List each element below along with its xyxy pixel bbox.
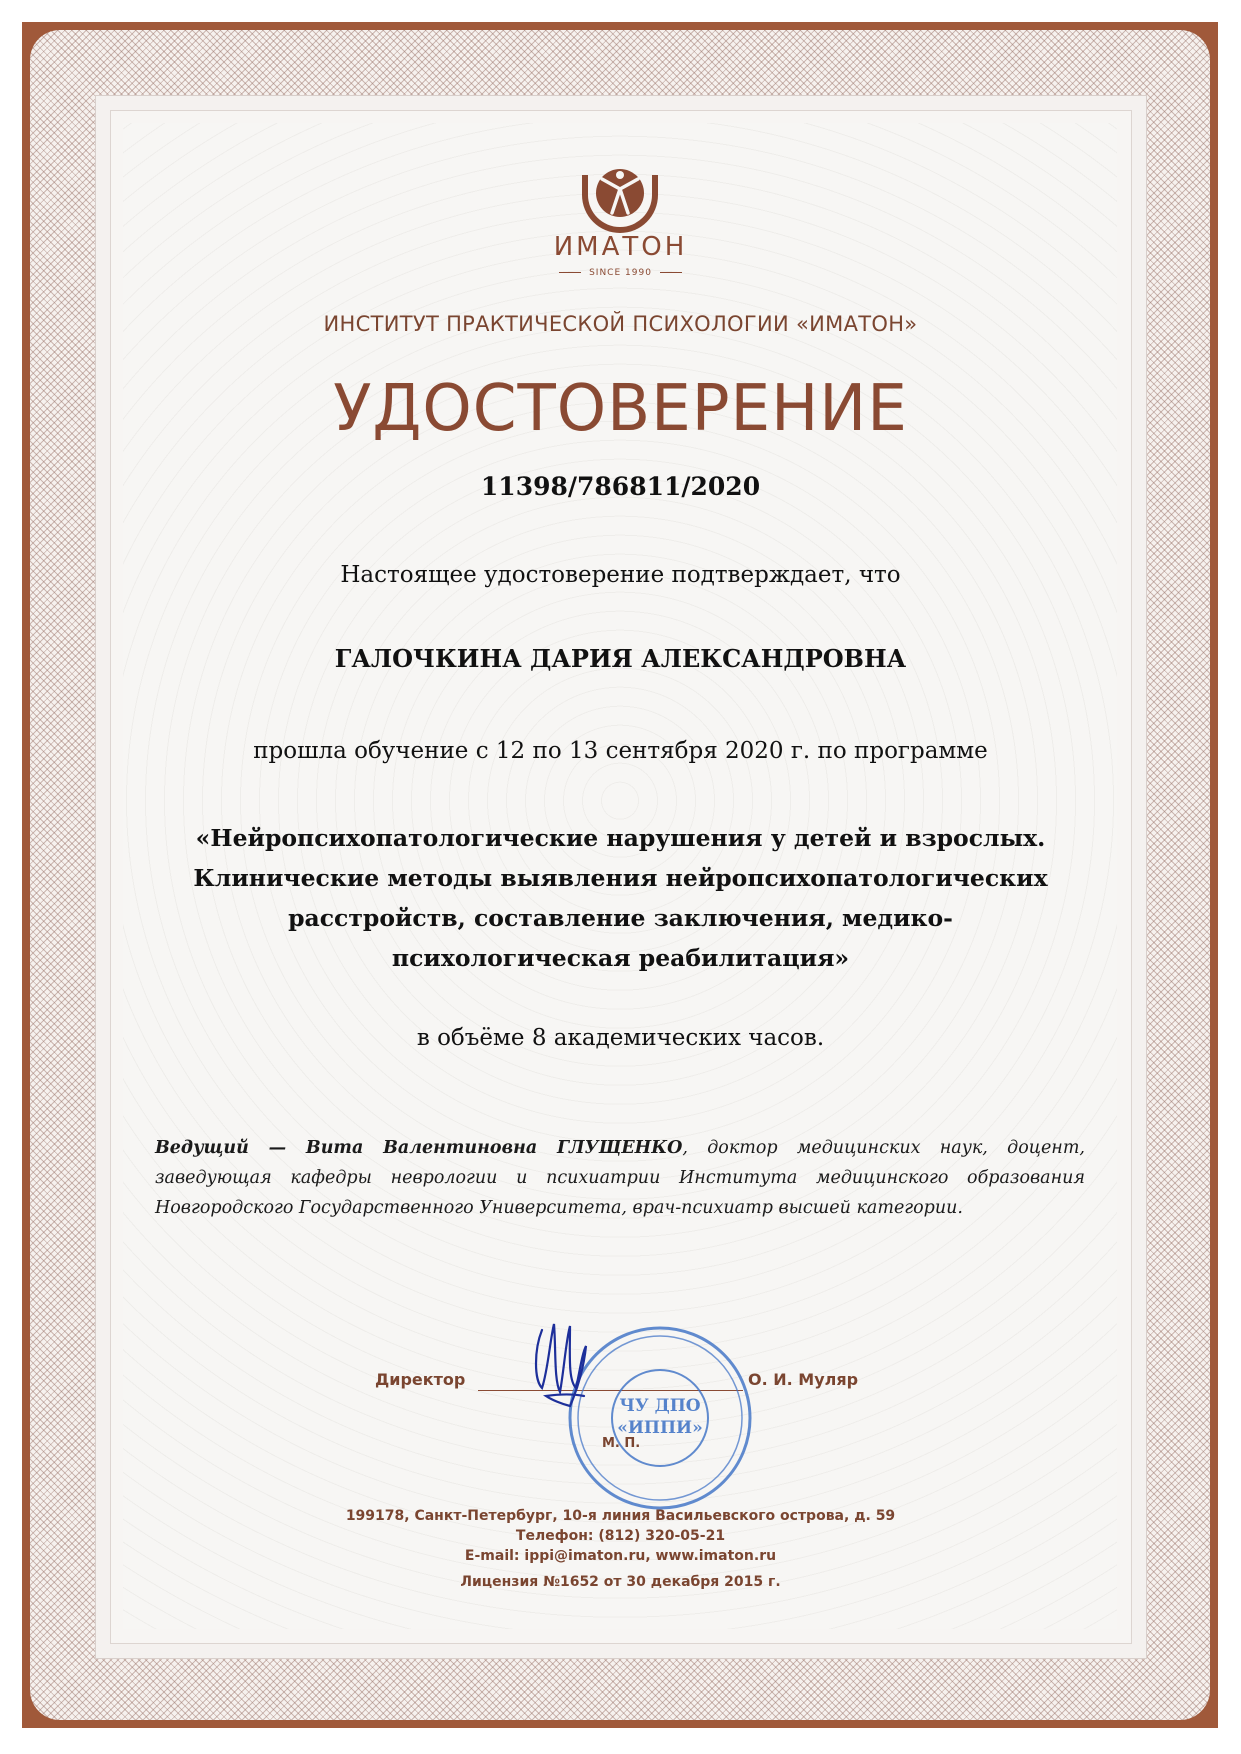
signature-scribble-icon	[520, 1310, 630, 1420]
footer-email-web: E-mail: ippi@imaton.ru, www.imaton.ru	[464, 1548, 777, 1564]
footer-address: 199178, Санкт-Петербург, 10-я линия Васильевского острова, д. 59	[345, 1508, 896, 1524]
footer-license: Лицензия №1652 от 30 декабря 2015 г.	[460, 1574, 781, 1590]
logo-title: ИМАТОН	[553, 232, 688, 262]
divider	[559, 272, 581, 273]
confirm-text: Настоящее удостоверение подтверждает, что	[340, 562, 901, 588]
since-text: SINCE 1990	[589, 268, 652, 278]
program-line: Клинические методы выявления нейропсихопатологических	[193, 864, 1048, 892]
program-line: «Нейропсихопатологические нарушения у детей и взрослых.	[195, 824, 1046, 852]
lecturer-info	[155, 1133, 1085, 1223]
stamp-center-line1: ЧУ ДПО	[619, 1396, 701, 1416]
certificate-number: 11398/786811/2020	[480, 472, 761, 501]
seal-placeholder-label: М. П.	[602, 1436, 641, 1451]
director-name: О. И. Муляр	[748, 1370, 859, 1389]
program-line: расстройств, составление заключения, медико-	[288, 904, 953, 932]
stamp-center-line2: «ИППИ»	[617, 1418, 703, 1438]
logo-since	[0, 268, 1241, 278]
document-title: УДОСТОВЕРЕНИЕ	[333, 372, 908, 446]
course-dates-text: прошла обучение с 12 по 13 сентября 2020 г. по программе	[253, 738, 988, 764]
footer-phone: Телефон: (812) 320-05-21	[515, 1528, 726, 1544]
lecturer-name: Ведущий — Вита Валентиновна ГЛУЩЕНКО	[155, 1138, 683, 1158]
director-label: Директор	[375, 1370, 466, 1389]
divider	[660, 272, 682, 273]
recipient-name: ГАЛОЧКИНА ДАРИЯ АЛЕКСАНДРОВНА	[334, 644, 907, 673]
lecturer-description: , доктор медицинских наук, доцент, заведующая кафедры неврологии и психиатрии Института медицинского образования Новгородского Государственного Университета, врач-психиатр высшей категории.	[155, 1138, 1085, 1218]
institute-name: ИНСТИТУТ ПРАКТИЧЕСКОЙ ПСИХОЛОГИИ «ИМАТОН»	[323, 312, 918, 336]
program-title	[150, 818, 1091, 978]
program-line: психологическая реабилитация»	[391, 944, 850, 972]
hours-text: в объёме 8 академических часов.	[416, 1025, 825, 1051]
imaton-figure-logo-icon	[568, 165, 672, 237]
